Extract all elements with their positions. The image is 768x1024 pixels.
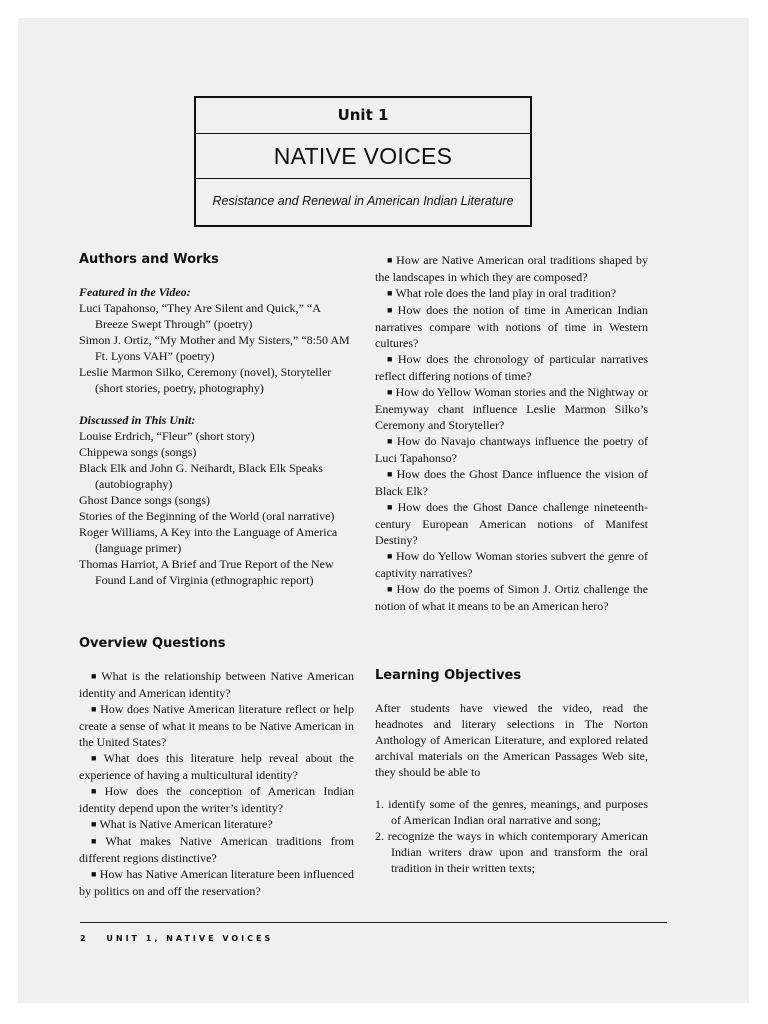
overview-question: ■ How does Native American literature reflect or help create a sense of what it means to be Native American in the United States?	[79, 702, 354, 749]
featured-item: Simon J. Ortiz, “My Mother and My Sisters,” “8:50 AM Ft. Lyons VAH” (poetry)	[79, 333, 350, 363]
overview-question: ■ What is Native American literature?	[91, 817, 273, 831]
discussed-item: Thomas Harriot, A Brief and True Report of the New Found Land of Virginia (ethnographic report)	[79, 557, 334, 587]
bullet-square-icon: ■	[387, 584, 394, 594]
bullet-square-icon: ■	[387, 305, 395, 315]
overview-question: ■ How does the conception of American Indian identity depend upon the writer’s identity?	[79, 784, 354, 815]
bullet-square-icon: ■	[387, 354, 395, 364]
objectives-heading: Learning Objectives	[375, 668, 522, 683]
overview-questions-left	[79, 668, 354, 899]
authors-list	[79, 284, 354, 588]
overview-questions-right	[375, 252, 648, 614]
bullet-square-icon: ■	[387, 502, 395, 512]
overview-question: ■ What is the relationship between Native American identity and American identity?	[79, 669, 355, 700]
bullet-square-icon: ■	[387, 255, 394, 265]
overview-question: ■ How are Native American oral traditions shaped by the landscapes in which they are composed?	[375, 253, 649, 284]
overview-question: ■ How does the chronology of particular narratives reflect differing notions of time?	[375, 352, 649, 383]
overview-question: ■ How does the notion of time in American Indian narratives compare with notions of time in Western cultures?	[375, 303, 648, 350]
bullet-square-icon: ■	[387, 469, 394, 479]
discussed-item: Chippewa songs (songs)	[79, 445, 197, 459]
unit-title-box	[194, 96, 532, 227]
objective-item: 1. identify some of the genres, meanings, and purposes of American Indian oral narrative and song;	[375, 797, 648, 827]
authors-heading: Authors and Works	[79, 252, 219, 267]
page-number: 2	[80, 934, 89, 943]
overview-question: ■ How do Yellow Woman stories and the Nightway or Enemyway chant influence Leslie Marmon Silko’s Ceremony and Storyteller?	[375, 385, 648, 432]
discussed-item: Roger Williams, A Key into the Language of America (language primer)	[79, 525, 338, 555]
running-title: UNIT 1, NATIVE VOICES	[106, 934, 274, 943]
unit-label: Unit 1	[196, 98, 530, 134]
featured-label: Featured in the Video:	[79, 285, 191, 299]
discussed-label: Discussed in This Unit:	[79, 413, 196, 427]
featured-item: Luci Tapahonso, “They Are Silent and Quick,” “A Breeze Swept Through” (poetry)	[79, 301, 321, 331]
discussed-item: Stories of the Beginning of the World (oral narrative)	[79, 509, 335, 523]
overview-question: ■ What does this literature help reveal about the experience of having a multicultural identity?	[79, 751, 355, 782]
discussed-item: Louise Erdrich, “Fleur” (short story)	[79, 429, 255, 443]
objectives-intro: After students have viewed the video, read the headnotes and literary selections in The Norton Anthology of American Literature, and explored related archival materials on the American Passages Web site, they should be able to	[375, 701, 648, 779]
bullet-square-icon: ■	[387, 387, 393, 397]
bullet-square-icon: ■	[91, 786, 102, 796]
bullet-square-icon: ■	[387, 436, 394, 446]
bullet-square-icon: ■	[387, 288, 393, 298]
overview-question: ■ How has Native American literature been influenced by politics on and off the reservation?	[79, 867, 355, 898]
overview-question: ■ How do the poems of Simon J. Ortiz challenge the notion of what it means to be an American hero?	[375, 582, 649, 613]
bullet-square-icon: ■	[91, 869, 97, 879]
overview-question: ■ How do Yellow Woman stories subvert the genre of captivity narratives?	[375, 549, 648, 580]
overview-question: ■ What makes Native American traditions from different regions distinctive?	[79, 834, 354, 865]
bullet-square-icon: ■	[387, 551, 393, 561]
featured-item: Leslie Marmon Silko, Ceremony (novel), Storyteller (short stories, poetry, photography)	[79, 365, 332, 395]
objective-item: 2. recognize the ways in which contemporary American Indian writers draw upon and transform the oral tradition in their written texts;	[375, 829, 648, 875]
objectives-section	[375, 700, 648, 876]
unit-subtitle: Resistance and Renewal in American Indian Literature	[212, 194, 514, 208]
discussed-item: Black Elk and John G. Neihardt, Black Elk Speaks (autobiography)	[79, 461, 323, 491]
page-footer	[80, 934, 273, 943]
footer-rule	[80, 922, 667, 923]
unit-title: NATIVE VOICES	[196, 134, 530, 179]
bullet-square-icon: ■	[91, 836, 103, 846]
overview-question: ■ How does the Ghost Dance challenge nineteenth-century European American notions of Manifest Destiny?	[375, 500, 648, 547]
objectives-list	[375, 796, 648, 876]
bullet-square-icon: ■	[91, 704, 98, 714]
document-page	[18, 18, 749, 1003]
overview-question: ■ How do Navajo chantways influence the poetry of Luci Tapahonso?	[375, 434, 648, 465]
discussed-item: Ghost Dance songs (songs)	[79, 493, 210, 507]
bullet-square-icon: ■	[91, 753, 101, 763]
overview-heading: Overview Questions	[79, 636, 226, 651]
bullet-square-icon: ■	[91, 671, 99, 681]
overview-question: ■ How does the Ghost Dance influence the vision of Black Elk?	[375, 467, 648, 498]
overview-question: ■ What role does the land play in oral tradition?	[387, 286, 617, 300]
bullet-square-icon: ■	[91, 819, 97, 829]
